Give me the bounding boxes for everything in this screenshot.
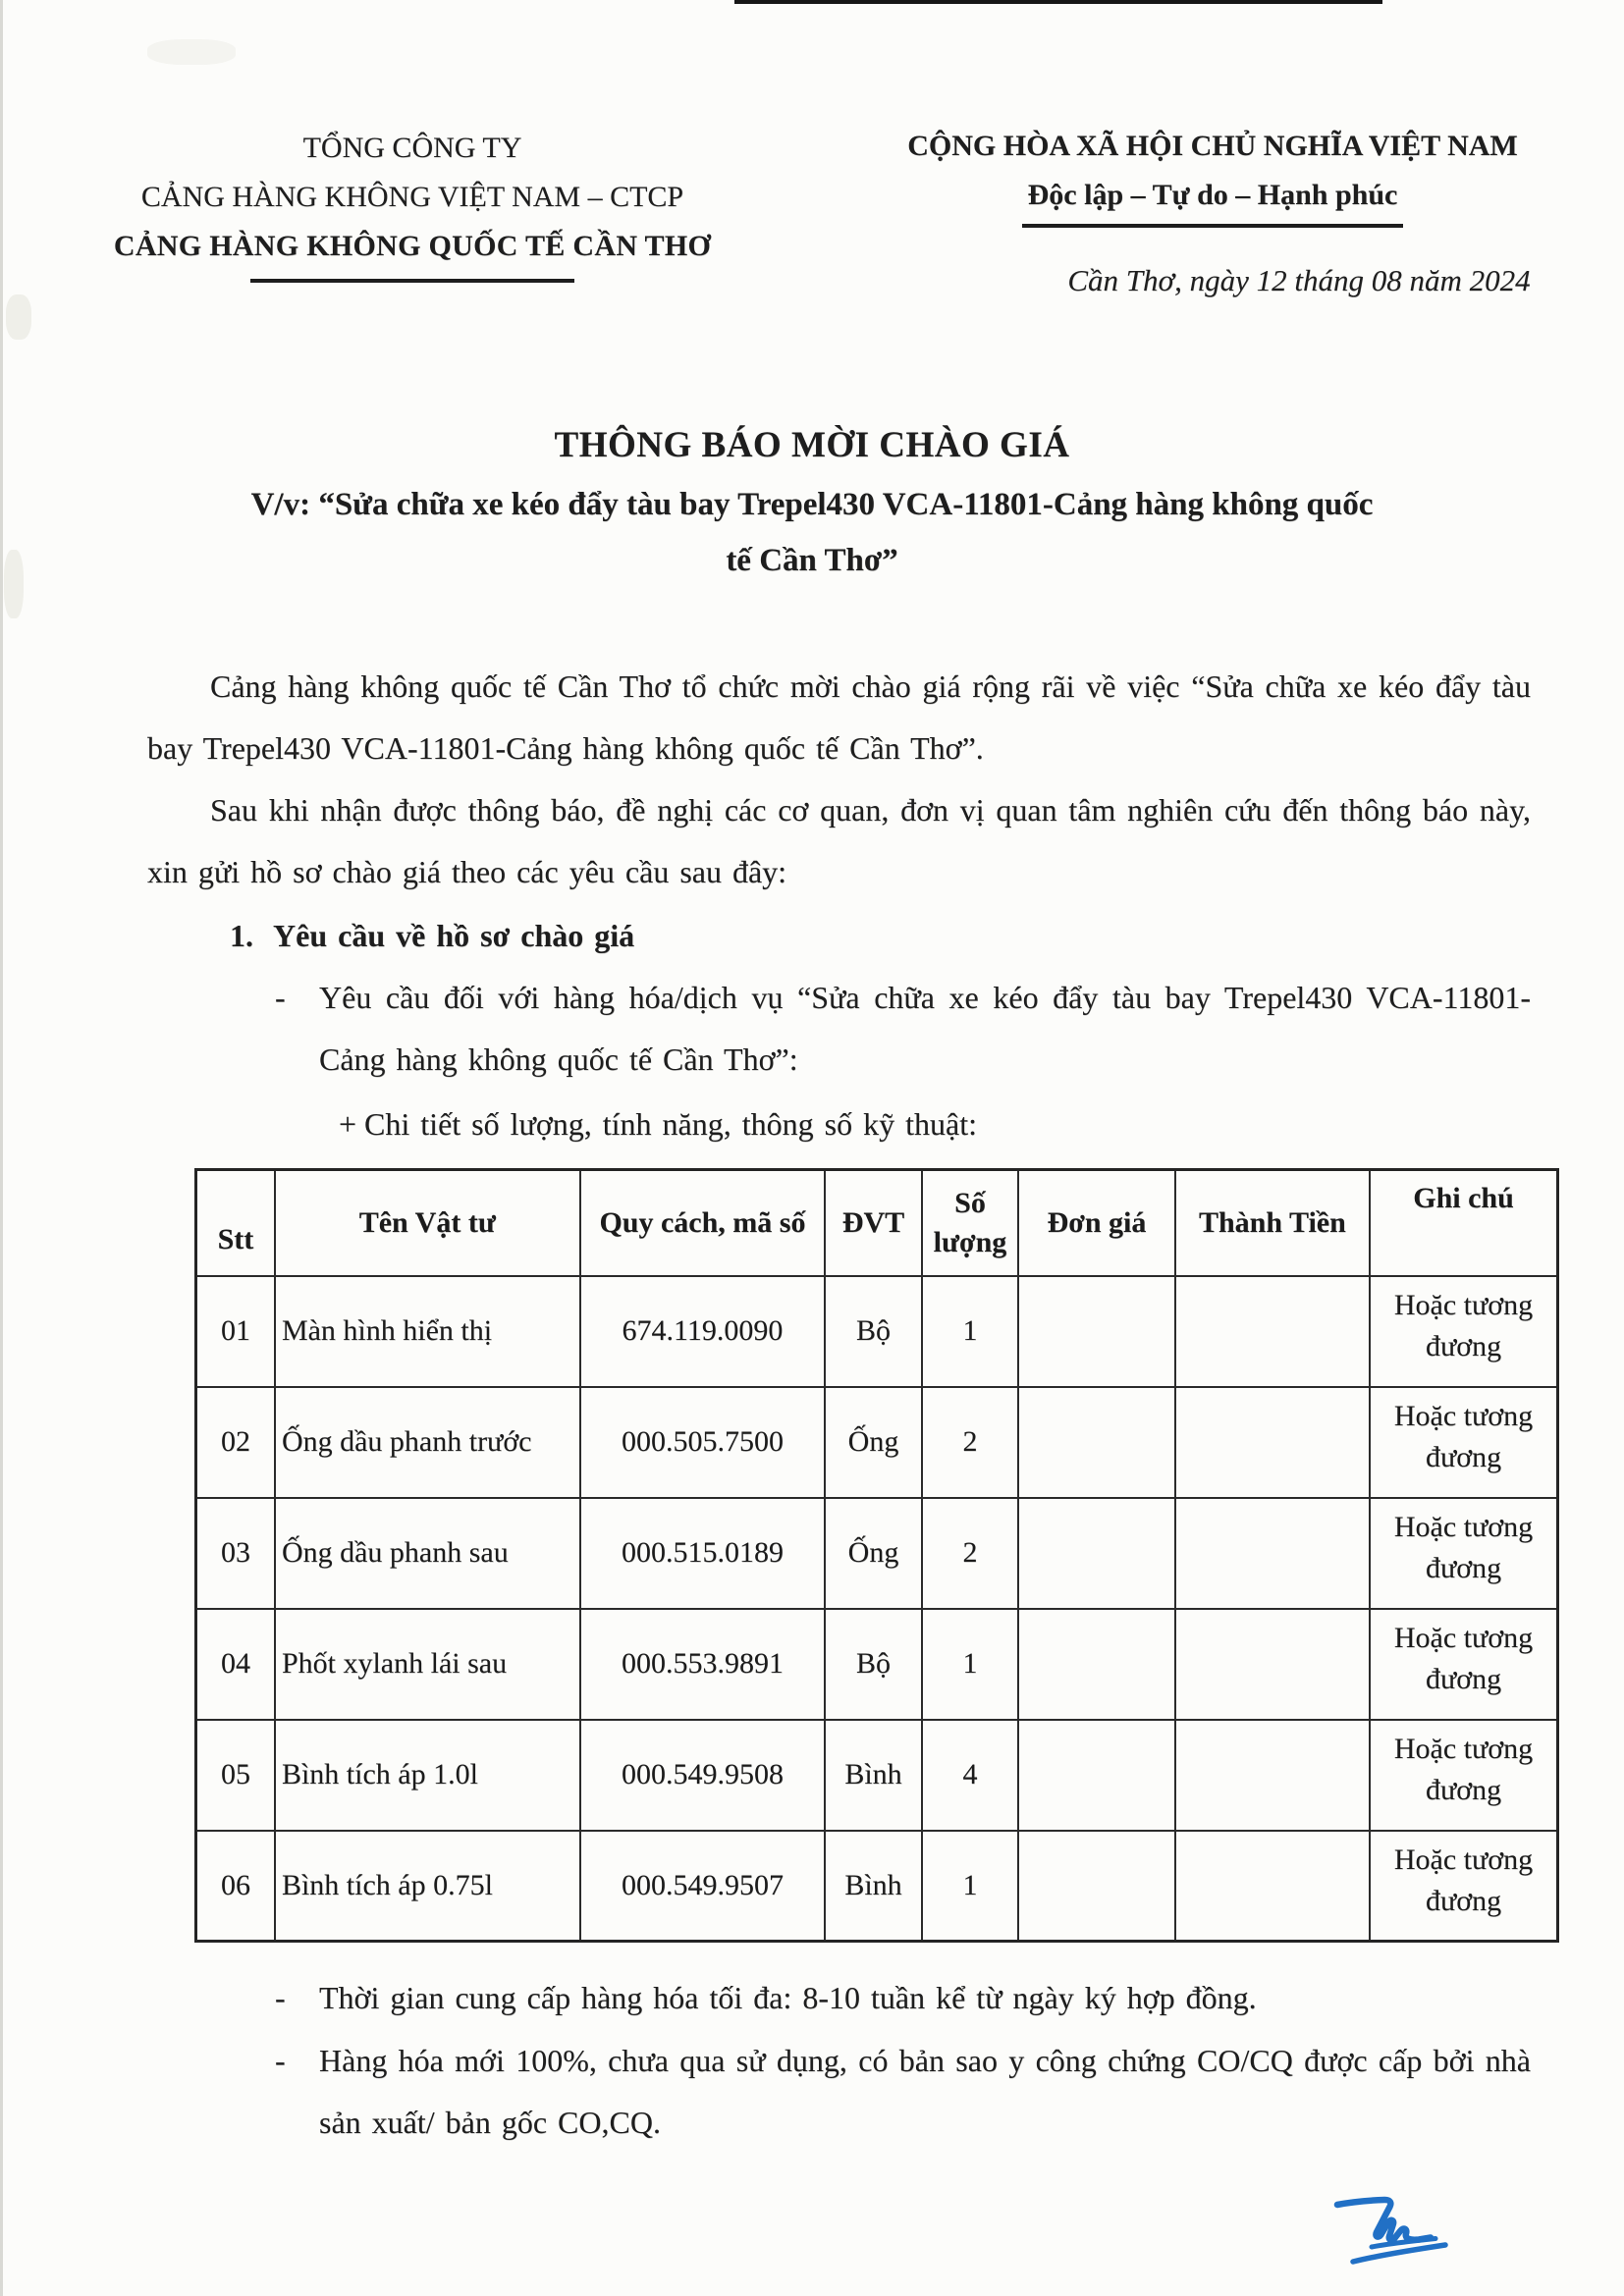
dash-marker: - xyxy=(275,2043,286,2078)
cell-unit-price xyxy=(1018,1498,1175,1609)
table-row xyxy=(196,1498,1558,1609)
cell-note: Hoặc tương đương xyxy=(1370,1498,1557,1609)
section-1-heading xyxy=(147,905,1531,967)
paragraph-intro: Cảng hàng không quốc tế Cần Thơ tổ chức mời chào giá rộng rãi về việc “Sửa chữa xe kéo đẩy tàu bay Trepel430 VCA-11801-Cảng hàng không quốc tế Cần Thơ”. xyxy=(147,668,1531,766)
cell-qty: 4 xyxy=(922,1720,1018,1831)
note-goods-condition-text: Hàng hóa mới 100%, chưa qua sử dụng, có bản sao y công chứng CO/CQ được cấp bởi nhà sản xuất/ bản gốc CO,CQ. xyxy=(319,2043,1531,2140)
col-header-code: Quy cách, mã số xyxy=(580,1170,826,1276)
col-header-stt: Stt xyxy=(196,1170,275,1276)
document-subject: V/v: “Sửa chữa xe kéo đẩy tàu bay Trepel430 VCA-11801-Cảng hàng không quốc tế Cần Thơ” xyxy=(250,487,1374,578)
national-header-block xyxy=(864,122,1561,228)
cell-code: 674.119.0090 xyxy=(580,1276,826,1387)
paragraph-instruction: Sau khi nhận được thông báo, đề nghị các cơ quan, đơn vị quan tâm nghiên cứu đến thông báo này, xin gửi hồ sơ chào giá theo các yêu cầu sau đây: xyxy=(147,792,1531,889)
org-name-corporation: CẢNG HÀNG KHÔNG VIỆT NAM – CTCP xyxy=(140,181,684,213)
body-text xyxy=(147,656,1531,1155)
col-header-qty: Số lượng xyxy=(922,1170,1018,1276)
cell-unit-price xyxy=(1018,1720,1175,1831)
cell-name: Bình tích áp 0.75l xyxy=(275,1831,580,1942)
cell-stt: 05 xyxy=(196,1720,275,1831)
org-name-airport: CẢNG HÀNG KHÔNG QUỐC TẾ CẦN THƠ xyxy=(113,230,712,262)
cell-unit-price xyxy=(1018,1276,1175,1387)
cell-unit: Ống xyxy=(825,1498,921,1609)
cell-code: 000.515.0189 xyxy=(580,1498,826,1609)
cell-qty: 2 xyxy=(922,1498,1018,1609)
requirement-bullet xyxy=(147,967,1531,1091)
col-header-unit-price: Đơn giá xyxy=(1018,1170,1175,1276)
national-title: CỘNG HÒA XÃ HỘI CHỦ NGHĨA VIỆT NAM xyxy=(907,130,1518,162)
cell-amount xyxy=(1175,1831,1370,1942)
signature-mark xyxy=(1326,2187,1473,2275)
scan-smudge xyxy=(6,294,31,340)
table-row xyxy=(196,1387,1558,1498)
table-row xyxy=(196,1831,1558,1942)
scan-smudge xyxy=(4,550,24,618)
cell-unit-price xyxy=(1018,1831,1175,1942)
scan-artifact-left-edge xyxy=(0,0,3,2296)
cell-unit: Bình xyxy=(825,1831,921,1942)
cell-unit: Bình xyxy=(825,1720,921,1831)
requirement-bullet-text: Yêu cầu đối với hàng hóa/dịch vụ “Sửa chữa xe kéo đẩy tàu bay Trepel430 VCA-11801-Cảng hàng không quốc tế Cần Thơ”: xyxy=(319,980,1531,1077)
dateline: Cần Thơ, ngày 12 tháng 08 năm 2024 xyxy=(1067,263,1531,297)
section-1-label: Yêu cầu về hồ sơ chào giá xyxy=(273,918,635,953)
cell-name: Ống dầu phanh trước xyxy=(275,1387,580,1498)
cell-unit-price xyxy=(1018,1387,1175,1498)
cell-stt: 06 xyxy=(196,1831,275,1942)
cell-code: 000.553.9891 xyxy=(580,1609,826,1720)
cell-qty: 1 xyxy=(922,1276,1018,1387)
table-row xyxy=(196,1720,1558,1831)
cell-amount xyxy=(1175,1720,1370,1831)
cell-code: 000.549.9508 xyxy=(580,1720,826,1831)
cell-note: Hoặc tương đương xyxy=(1370,1831,1557,1942)
cell-qty: 2 xyxy=(922,1387,1018,1498)
col-header-name: Tên Vật tư xyxy=(275,1170,580,1276)
cell-unit: Ống xyxy=(825,1387,921,1498)
cell-stt: 02 xyxy=(196,1387,275,1498)
org-underline xyxy=(250,279,574,283)
detail-subbullet-text: Chi tiết số lượng, tính năng, thông số kỹ thuật: xyxy=(364,1106,977,1142)
col-header-note: Ghi chú xyxy=(1370,1170,1557,1276)
cell-unit-price xyxy=(1018,1609,1175,1720)
dash-marker: - xyxy=(275,980,286,1015)
cell-note: Hoặc tương đương xyxy=(1370,1609,1557,1720)
document-title: THÔNG BÁO MỜI CHÀO GIÁ xyxy=(554,425,1070,465)
note-delivery-time-text: Thời gian cung cấp hàng hóa tối đa: 8-10 tuần kể từ ngày ký hợp đồng. xyxy=(319,1980,1257,2015)
table-header-row xyxy=(196,1170,1558,1276)
cell-amount xyxy=(1175,1498,1370,1609)
cell-name: Ống dầu phanh sau xyxy=(275,1498,580,1609)
detail-subbullet xyxy=(147,1094,1531,1155)
org-name-parent: TỔNG CÔNG TY xyxy=(302,132,522,164)
org-header-block xyxy=(79,124,746,283)
section-1-number: 1. xyxy=(230,918,253,953)
cell-code: 000.549.9507 xyxy=(580,1831,826,1942)
goods-table xyxy=(194,1168,1559,1943)
cell-unit: Bộ xyxy=(825,1276,921,1387)
cell-name: Màn hình hiển thị xyxy=(275,1276,580,1387)
cell-stt: 03 xyxy=(196,1498,275,1609)
cell-stt: 01 xyxy=(196,1276,275,1387)
cell-amount xyxy=(1175,1609,1370,1720)
table-row xyxy=(196,1609,1558,1720)
notes-list xyxy=(147,1967,1531,2155)
cell-name: Phốt xylanh lái sau xyxy=(275,1609,580,1720)
col-header-unit: ĐVT xyxy=(825,1170,921,1276)
cell-amount xyxy=(1175,1387,1370,1498)
col-header-amount: Thành Tiền xyxy=(1175,1170,1370,1276)
cell-note: Hoặc tương đương xyxy=(1370,1276,1557,1387)
national-motto: Độc lập – Tự do – Hạnh phúc xyxy=(1022,171,1404,228)
cell-qty: 1 xyxy=(922,1831,1018,1942)
note-goods-condition xyxy=(147,2030,1531,2154)
cell-note: Hoặc tương đương xyxy=(1370,1720,1557,1831)
scan-artifact-top-line xyxy=(734,0,1382,4)
cell-qty: 1 xyxy=(922,1609,1018,1720)
scan-smudge xyxy=(147,39,236,65)
cell-stt: 04 xyxy=(196,1609,275,1720)
cell-note: Hoặc tương đương xyxy=(1370,1387,1557,1498)
cell-amount xyxy=(1175,1276,1370,1387)
cell-code: 000.505.7500 xyxy=(580,1387,826,1498)
cell-unit: Bộ xyxy=(825,1609,921,1720)
dash-marker: - xyxy=(275,1980,286,2015)
table-row xyxy=(196,1276,1558,1387)
note-delivery-time xyxy=(147,1967,1531,2029)
plus-marker: + xyxy=(339,1106,357,1142)
cell-name: Bình tích áp 1.0l xyxy=(275,1720,580,1831)
